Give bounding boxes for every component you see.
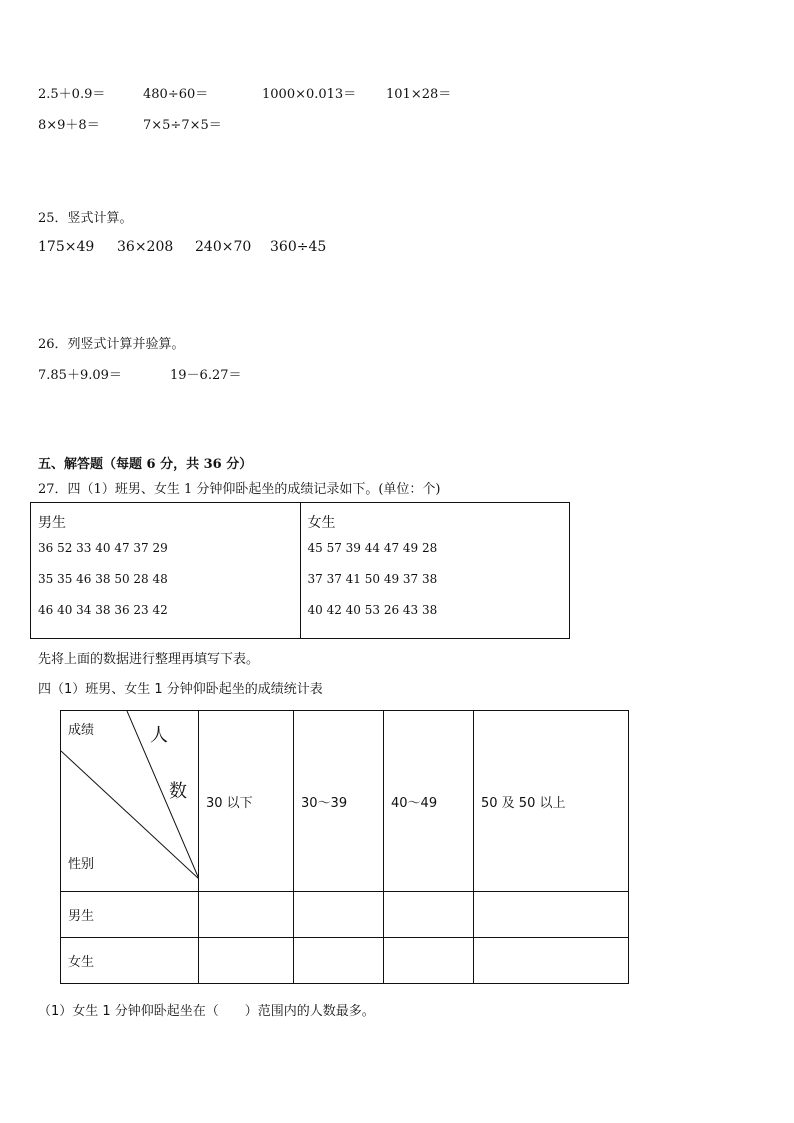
answer-cell[interactable] [199,938,294,984]
stat-table [60,710,629,984]
q25-title: 25．竖式计算。 [38,211,133,226]
arith-3: 1000×0.013＝ [262,87,357,102]
col-header: 40～49 [384,711,474,892]
girls-header: 女生 [307,515,336,531]
boys-row: 36 52 33 40 47 37 29 [38,541,168,555]
row-header-boys: 男生 [61,892,199,938]
q25-item-4: 360÷45 [270,239,327,255]
q25-item-3: 240×70 [195,239,252,255]
q26-item-1: 7.85＋9.09＝ [38,368,122,383]
corner-cell [61,711,199,892]
corner-score-label: 成绩 [68,723,95,738]
q27-intro: 27．四（1）班男、女生 1 分钟仰卧起坐的成绩记录如下。(单位：个) [38,482,441,497]
arith-2: 480÷60＝ [143,87,209,102]
q27-sub1: （1）女生 1 分钟仰卧起坐在（ ）范围内的人数最多。 [38,1004,375,1019]
girls-row: 37 37 41 50 49 37 38 [307,572,438,586]
stat-table-title: 四（1）班男、女生 1 分钟仰卧起坐的成绩统计表 [38,682,323,697]
answer-cell[interactable] [294,938,384,984]
answer-cell[interactable] [384,892,474,938]
arith-6: 7×5÷7×5＝ [143,118,222,133]
q26-item-2: 19－6.27＝ [170,368,242,383]
col-header: 50 及 50 以上 [474,711,629,892]
answer-cell[interactable] [199,892,294,938]
boys-row: 35 35 46 38 50 28 48 [38,572,168,586]
boys-row: 46 40 34 38 36 23 42 [38,603,168,617]
corner-people-label-2: 数 [169,781,187,802]
answer-cell[interactable] [294,892,384,938]
boys-cell [31,503,301,639]
corner-gender-label: 性别 [68,857,95,872]
col-header: 30 以下 [199,711,294,892]
answer-cell[interactable] [474,938,629,984]
girls-row: 40 42 40 53 26 43 38 [307,603,438,617]
answer-cell[interactable] [474,892,629,938]
q26-title: 26．列竖式计算并验算。 [38,337,185,352]
boys-header: 男生 [38,515,66,531]
col-header: 30～39 [294,711,384,892]
record-table [30,502,570,639]
row-header-girls: 女生 [61,938,199,984]
answer-cell[interactable] [384,938,474,984]
arith-4: 101×28＝ [386,87,452,102]
section-title: 五、解答题（每题 6 分，共 36 分） [38,457,253,472]
girls-cell [300,503,570,639]
corner-people-label-1: 人 [150,725,168,746]
arith-5: 8×9＋8＝ [38,118,100,133]
girls-row: 45 57 39 44 47 49 28 [307,541,438,555]
q27-instruction: 先将上面的数据进行整理再填写下表。 [38,652,260,667]
q25-item-2: 36×208 [117,239,174,255]
q25-item-1: 175×49 [38,239,95,255]
arith-1: 2.5＋0.9＝ [38,87,106,102]
